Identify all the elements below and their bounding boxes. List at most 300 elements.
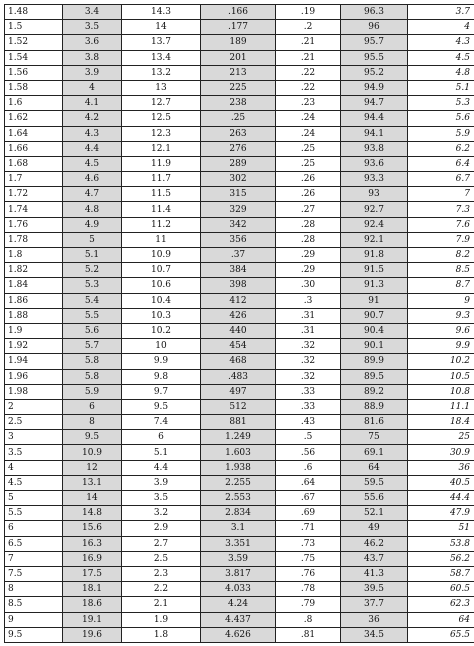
table-cell: 4.5 (408, 50, 474, 65)
table-cell: 12.5 (122, 111, 201, 126)
table-cell: 3.5 (63, 20, 122, 35)
table-cell: 7.4 (122, 415, 201, 430)
table-cell: 5.5 (63, 308, 122, 323)
table-cell: 9.7 (122, 384, 201, 399)
table-cell: 1.76 (5, 217, 63, 232)
table-cell: 5.1 (408, 80, 474, 95)
table-cell: .30 (276, 278, 341, 293)
table-row (5, 384, 474, 399)
table-cell: 2.5 (122, 551, 201, 566)
table-cell: 8.5 (408, 263, 474, 278)
table-cell: .26 (276, 187, 341, 202)
table-cell: .21 (276, 35, 341, 50)
table-cell: 8 (63, 415, 122, 430)
table-cell: .21 (276, 50, 341, 65)
table-cell: .69 (276, 506, 341, 521)
table-cell: 1.68 (5, 156, 63, 171)
table-cell: 11.1 (408, 399, 474, 414)
table-row (5, 111, 474, 126)
table-row (5, 5, 474, 20)
table-cell: .75 (276, 551, 341, 566)
table-cell: 4.3 (63, 126, 122, 141)
table-cell: 2.834 (201, 506, 276, 521)
table-cell: 19.1 (63, 612, 122, 627)
table-cell: 1.66 (5, 141, 63, 156)
table-cell: 7 (5, 551, 63, 566)
table-cell: 4.626 (201, 627, 276, 642)
table-cell: 34.5 (341, 627, 408, 642)
table-cell: 47.9 (408, 506, 474, 521)
table-cell: .24 (276, 111, 341, 126)
table-cell: 5.2 (63, 263, 122, 278)
table-cell: .31 (276, 308, 341, 323)
table-cell: 2.553 (201, 491, 276, 506)
table-cell: 64 (408, 612, 474, 627)
table-cell: 1.74 (5, 202, 63, 217)
table-cell: 10.8 (408, 384, 474, 399)
table-cell: 13.1 (63, 475, 122, 490)
table-cell: 4 (5, 460, 63, 475)
table-cell: 9 (408, 293, 474, 308)
table-cell: 4.5 (5, 475, 63, 490)
table-cell: 10.2 (408, 354, 474, 369)
table-cell: 92.1 (341, 232, 408, 247)
table-cell: 5.6 (63, 323, 122, 338)
table-cell: 2.2 (122, 582, 201, 597)
table-row (5, 126, 474, 141)
table-cell: .24 (276, 126, 341, 141)
table-cell: 3.817 (201, 566, 276, 581)
table-cell: 276 (201, 141, 276, 156)
table-cell: .73 (276, 536, 341, 551)
table-cell: 9.8 (122, 369, 201, 384)
table-cell: 81.6 (341, 415, 408, 430)
table-row (5, 172, 474, 187)
table-cell: 4.7 (63, 187, 122, 202)
table-row (5, 415, 474, 430)
table-cell: 14.8 (63, 506, 122, 521)
table-cell: 3.9 (122, 475, 201, 490)
table-cell: 512 (201, 399, 276, 414)
table-cell: 4.2 (63, 111, 122, 126)
table-row (5, 35, 474, 50)
table-cell: .23 (276, 96, 341, 111)
table-row (5, 20, 474, 35)
table-cell: 1.9 (122, 612, 201, 627)
table-cell: 6.5 (5, 536, 63, 551)
table-cell: .8 (276, 612, 341, 627)
table-cell: 8.7 (408, 278, 474, 293)
table-row (5, 491, 474, 506)
table-cell: 12.1 (122, 141, 201, 156)
table-cell: 3.1 (201, 521, 276, 536)
table-cell: 5 (5, 491, 63, 506)
table-cell: 5.5 (5, 506, 63, 521)
table-cell: 3.351 (201, 536, 276, 551)
table-row (5, 96, 474, 111)
table-cell: .56 (276, 445, 341, 460)
table-cell: 13 (122, 80, 201, 95)
table-cell: 14 (122, 20, 201, 35)
table-cell: 95.2 (341, 65, 408, 80)
table-cell: 10.6 (122, 278, 201, 293)
table-cell: 384 (201, 263, 276, 278)
table-cell: 91 (341, 293, 408, 308)
table-cell: 5.1 (122, 445, 201, 460)
table-cell: .25 (201, 111, 276, 126)
table-cell: .177 (201, 20, 276, 35)
table-cell: 9.9 (122, 354, 201, 369)
table-cell: 1.6 (5, 96, 63, 111)
table-cell: 1.78 (5, 232, 63, 247)
table-cell: .67 (276, 491, 341, 506)
table-row (5, 65, 474, 80)
table-cell: 2 (5, 399, 63, 414)
table-cell: 497 (201, 384, 276, 399)
table-row (5, 597, 474, 612)
table-cell: 5.8 (63, 369, 122, 384)
table-row (5, 612, 474, 627)
table-cell: 9.5 (63, 430, 122, 445)
table-cell: 62.3 (408, 597, 474, 612)
table-cell: .29 (276, 263, 341, 278)
table-cell: .166 (201, 5, 276, 20)
table-cell: 5.9 (408, 126, 474, 141)
table-cell: 1.8 (122, 627, 201, 642)
table-cell: 4.033 (201, 582, 276, 597)
table-cell: 329 (201, 202, 276, 217)
table-cell: 1.7 (5, 172, 63, 187)
table-cell: 25 (408, 430, 474, 445)
table-cell: .43 (276, 415, 341, 430)
table-cell: 69.1 (341, 445, 408, 460)
table-cell: 5.7 (63, 339, 122, 354)
table-cell: 60.5 (408, 582, 474, 597)
table-cell: 1.72 (5, 187, 63, 202)
table-cell: 1.56 (5, 65, 63, 80)
table-cell: 5.9 (63, 384, 122, 399)
table-cell: 10 (122, 339, 201, 354)
table-cell: .71 (276, 521, 341, 536)
table-row (5, 460, 474, 475)
table-cell: .37 (201, 248, 276, 263)
table-cell: 4 (63, 80, 122, 95)
table-cell: 89.5 (341, 369, 408, 384)
table-cell: 11.5 (122, 187, 201, 202)
table-cell: 89.2 (341, 384, 408, 399)
table-cell: 91.5 (341, 263, 408, 278)
table-row (5, 445, 474, 460)
table-cell: 342 (201, 217, 276, 232)
table-cell: 92.7 (341, 202, 408, 217)
table-cell: 6.4 (408, 156, 474, 171)
table-cell: 6 (5, 521, 63, 536)
table-cell: 44.4 (408, 491, 474, 506)
table-cell: .33 (276, 384, 341, 399)
table-cell: 2.1 (122, 597, 201, 612)
table-cell: 52.1 (341, 506, 408, 521)
table-cell: 5.4 (63, 293, 122, 308)
table-cell: .6 (276, 460, 341, 475)
table-cell: .81 (276, 627, 341, 642)
table-cell: 2.255 (201, 475, 276, 490)
table-row (5, 293, 474, 308)
table-cell: .32 (276, 339, 341, 354)
table-cell: 426 (201, 308, 276, 323)
table-cell: 12.7 (122, 96, 201, 111)
table-cell: .28 (276, 217, 341, 232)
table-cell: 289 (201, 156, 276, 171)
table-cell: 96 (341, 20, 408, 35)
table-cell: 56.2 (408, 551, 474, 566)
table-cell: 4 (408, 20, 474, 35)
table-cell: 39.5 (341, 582, 408, 597)
table-cell: 46.2 (341, 536, 408, 551)
table-cell: .78 (276, 582, 341, 597)
table-cell: 1.84 (5, 278, 63, 293)
table-cell: .31 (276, 323, 341, 338)
table-cell: 3.59 (201, 551, 276, 566)
table-row (5, 232, 474, 247)
table-cell: 10.4 (122, 293, 201, 308)
table-row (5, 217, 474, 232)
table-row (5, 521, 474, 536)
table-row (5, 50, 474, 65)
table-cell: 1.88 (5, 308, 63, 323)
table-cell: 3.2 (122, 506, 201, 521)
table-cell: 6 (122, 430, 201, 445)
table-cell: 1.603 (201, 445, 276, 460)
table-cell: 4.24 (201, 597, 276, 612)
table-cell: 7.5 (5, 566, 63, 581)
table-cell: 1.249 (201, 430, 276, 445)
table-cell: 6 (63, 399, 122, 414)
table-row (5, 323, 474, 338)
table-cell: 9.5 (5, 627, 63, 642)
table-cell: 7.3 (408, 202, 474, 217)
table-cell: 8.2 (408, 248, 474, 263)
table-cell: 13.2 (122, 65, 201, 80)
table-cell: 10.3 (122, 308, 201, 323)
table-cell: .64 (276, 475, 341, 490)
table-cell: 189 (201, 35, 276, 50)
table-cell: 51 (408, 521, 474, 536)
table-cell: 9.3 (408, 308, 474, 323)
table-cell: 10.9 (63, 445, 122, 460)
table-cell: 4.8 (408, 65, 474, 80)
table-cell: 11.2 (122, 217, 201, 232)
table-cell: 9.6 (408, 323, 474, 338)
table-cell: 1.9 (5, 323, 63, 338)
table-row (5, 399, 474, 414)
table-cell: 18.6 (63, 597, 122, 612)
table-body (5, 5, 474, 643)
table-cell: .22 (276, 80, 341, 95)
table-cell: 2.9 (122, 521, 201, 536)
table-cell: 4.4 (63, 141, 122, 156)
table-cell: 94.9 (341, 80, 408, 95)
table-cell: 11 (122, 232, 201, 247)
table-cell: 93 (341, 187, 408, 202)
table-cell: 91.3 (341, 278, 408, 293)
table-row (5, 339, 474, 354)
table-cell: 3.6 (63, 35, 122, 50)
table-cell: 440 (201, 323, 276, 338)
table-cell: 302 (201, 172, 276, 187)
table-cell: 1.82 (5, 263, 63, 278)
table-cell: .483 (201, 369, 276, 384)
table-cell: 881 (201, 415, 276, 430)
table-cell: .3 (276, 293, 341, 308)
table-cell: 4.4 (122, 460, 201, 475)
table-cell: .22 (276, 65, 341, 80)
table-row (5, 187, 474, 202)
table-row (5, 263, 474, 278)
table-cell: 93.6 (341, 156, 408, 171)
table-cell: 41.3 (341, 566, 408, 581)
table-cell: 91.8 (341, 248, 408, 263)
table-cell: 8.5 (5, 597, 63, 612)
table-cell: 93.8 (341, 141, 408, 156)
table-cell: .32 (276, 354, 341, 369)
table-row (5, 566, 474, 581)
table-cell: 93.3 (341, 172, 408, 187)
table-cell: 5.8 (63, 354, 122, 369)
table-cell: 53.8 (408, 536, 474, 551)
table-cell: 49 (341, 521, 408, 536)
table-cell: 2.3 (122, 566, 201, 581)
table-row (5, 141, 474, 156)
table-cell: 14.3 (122, 5, 201, 20)
table-cell: 1.54 (5, 50, 63, 65)
table-row (5, 354, 474, 369)
table-cell: 19.6 (63, 627, 122, 642)
table-cell: 43.7 (341, 551, 408, 566)
table-cell: 18.4 (408, 415, 474, 430)
table-cell: 238 (201, 96, 276, 111)
table-cell: 55.6 (341, 491, 408, 506)
table-row (5, 627, 474, 642)
table-cell: .5 (276, 430, 341, 445)
table-cell: 6.2 (408, 141, 474, 156)
table-cell: 7 (408, 187, 474, 202)
table-cell: 18.1 (63, 582, 122, 597)
table-cell: 225 (201, 80, 276, 95)
table-cell: 10.9 (122, 248, 201, 263)
table-cell: 94.4 (341, 111, 408, 126)
table-cell: 201 (201, 50, 276, 65)
table-cell: 1.938 (201, 460, 276, 475)
table-cell: 10.2 (122, 323, 201, 338)
table-cell: 1.62 (5, 111, 63, 126)
table-cell: 40.5 (408, 475, 474, 490)
table-cell: 3.5 (122, 491, 201, 506)
table-cell: 4.9 (63, 217, 122, 232)
table-cell: 90.4 (341, 323, 408, 338)
table-cell: 64 (341, 460, 408, 475)
table-cell: 1.98 (5, 384, 63, 399)
table-cell: 58.7 (408, 566, 474, 581)
table-cell: 4.6 (63, 172, 122, 187)
table-cell: 13.4 (122, 50, 201, 65)
table-cell: 16.9 (63, 551, 122, 566)
table-row (5, 430, 474, 445)
table-cell: 5.3 (408, 96, 474, 111)
table-cell: 5.1 (63, 248, 122, 263)
table-cell: 12.3 (122, 126, 201, 141)
table-cell: 17.5 (63, 566, 122, 581)
table-cell: 4.8 (63, 202, 122, 217)
table-cell: 4.1 (63, 96, 122, 111)
table-row (5, 369, 474, 384)
table-cell: .26 (276, 172, 341, 187)
table-cell: 88.9 (341, 399, 408, 414)
table-cell: 4.5 (63, 156, 122, 171)
data-table (4, 4, 474, 643)
table-cell: 1.64 (5, 126, 63, 141)
table-cell: 36 (341, 612, 408, 627)
table-cell: 75 (341, 430, 408, 445)
table-cell: 30.9 (408, 445, 474, 460)
table-cell: 4.437 (201, 612, 276, 627)
table-cell: 94.7 (341, 96, 408, 111)
table-cell: 1.5 (5, 20, 63, 35)
table-cell: 95.5 (341, 50, 408, 65)
table-cell: 1.94 (5, 354, 63, 369)
table-cell: 90.7 (341, 308, 408, 323)
table-cell: .29 (276, 248, 341, 263)
table-cell: .25 (276, 156, 341, 171)
table-cell: 3 (5, 430, 63, 445)
table-cell: .27 (276, 202, 341, 217)
table-cell: 5.6 (408, 111, 474, 126)
table-cell: .28 (276, 232, 341, 247)
table-row (5, 278, 474, 293)
table-cell: 263 (201, 126, 276, 141)
table-cell: 398 (201, 278, 276, 293)
table-cell: 3.7 (408, 5, 474, 20)
data-sheet (4, 4, 470, 643)
table-cell: 13.7 (122, 35, 201, 50)
table-cell: 3.5 (5, 445, 63, 460)
table-cell: 1.8 (5, 248, 63, 263)
table-row (5, 156, 474, 171)
table-cell: .76 (276, 566, 341, 581)
table-cell: 3.8 (63, 50, 122, 65)
table-cell: 315 (201, 187, 276, 202)
table-cell: 11.4 (122, 202, 201, 217)
table-cell: 65.5 (408, 627, 474, 642)
table-cell: 454 (201, 339, 276, 354)
table-cell: 7.9 (408, 232, 474, 247)
table-cell: 90.1 (341, 339, 408, 354)
table-row (5, 551, 474, 566)
table-cell: 3.9 (63, 65, 122, 80)
table-row (5, 80, 474, 95)
table-cell: .19 (276, 5, 341, 20)
table-cell: 3.4 (63, 5, 122, 20)
table-row (5, 506, 474, 521)
table-row (5, 536, 474, 551)
table-cell: 1.96 (5, 369, 63, 384)
table-cell: 2.5 (5, 415, 63, 430)
table-cell: 1.86 (5, 293, 63, 308)
table-cell: 412 (201, 293, 276, 308)
table-cell: .2 (276, 20, 341, 35)
table-row (5, 248, 474, 263)
table-cell: 9.5 (122, 399, 201, 414)
table-cell: 36 (408, 460, 474, 475)
